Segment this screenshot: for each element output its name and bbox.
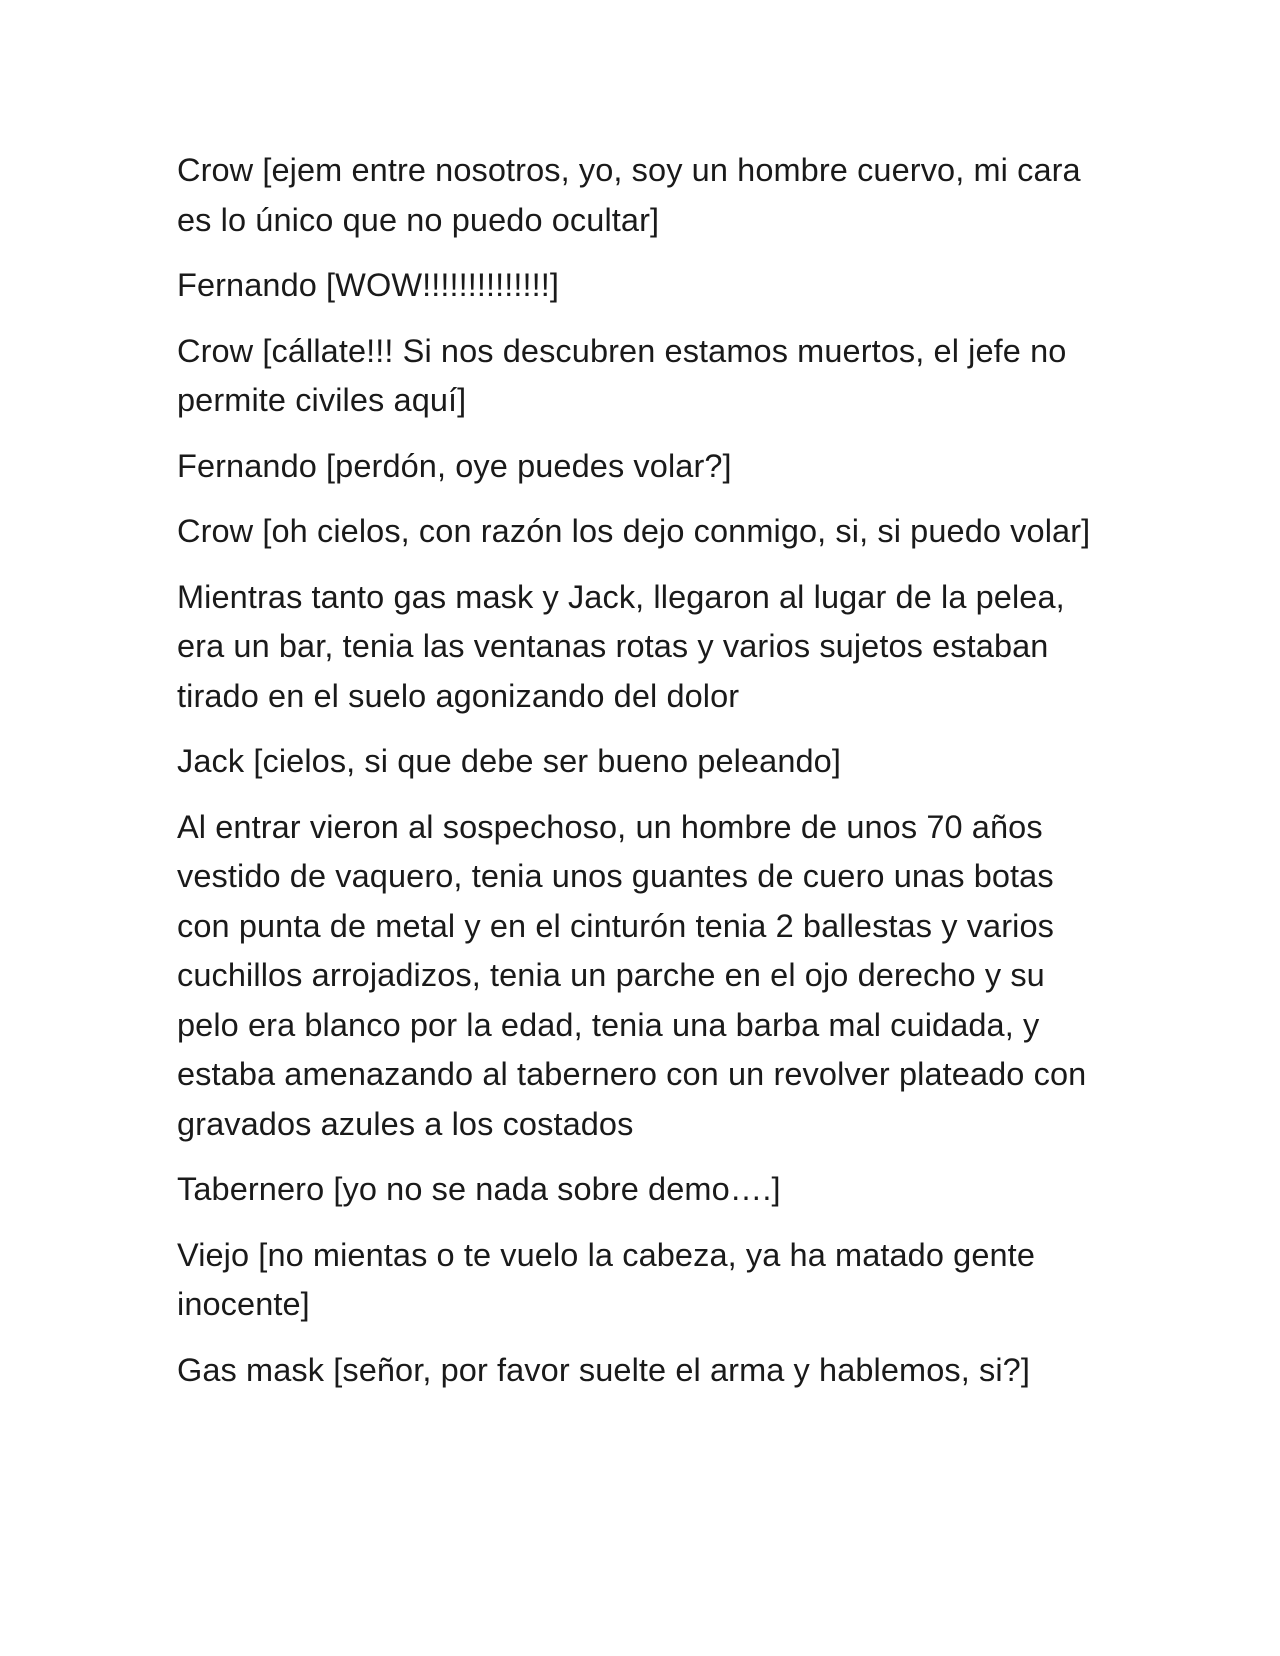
paragraph: Crow [oh cielos, con razón los dejo conmigo, si, si puedo volar] [177, 513, 1091, 549]
paragraph: Gas mask [señor, por favor suelte el arma y hablemos, si?] [177, 1351, 1030, 1388]
paragraph: Tabernero [yo no se nada sobre demo….] [177, 1171, 781, 1207]
paragraph: Crow [ejem entre nosotros, yo, soy un hombre cuervo, mi cara es lo único que no puedo ocultar] [177, 152, 1081, 238]
paragraph: Jack [cielos, si que debe ser bueno peleando] [177, 743, 841, 779]
paragraph: Crow [cállate!!! Si nos descubren estamos muertos, el jefe no permite civiles aquí] [177, 332, 1067, 418]
document-body [177, 146, 1097, 1411]
paragraph: Mientras tanto gas mask y Jack, llegaron al lugar de la pelea, era un bar, tenia las ventanas rotas y varios sujetos estaban tirado en el suelo agonizando del dolor [177, 578, 1065, 714]
paragraph: Al entrar vieron al sospechoso, un hombre de unos 70 años vestido de vaquero, tenia unos guantes de cuero unas botas con punta de metal y en el cinturón tenia 2 ballestas y varios cuchillos arrojadizos, tenia un parche en el ojo derecho y su pelo era blanco por la edad, tenia una barba mal cuidada, y estaba amenazando al tabernero con un revolver plateado con gravados azules a los costados [177, 808, 1087, 1142]
paragraph: Fernando [WOW!!!!!!!!!!!!!!] [177, 267, 560, 303]
paragraph: Viejo [no mientas o te vuelo la cabeza, ya ha matado gente inocente] [177, 1236, 1035, 1322]
paragraph: Fernando [perdón, oye puedes volar?] [177, 447, 732, 484]
